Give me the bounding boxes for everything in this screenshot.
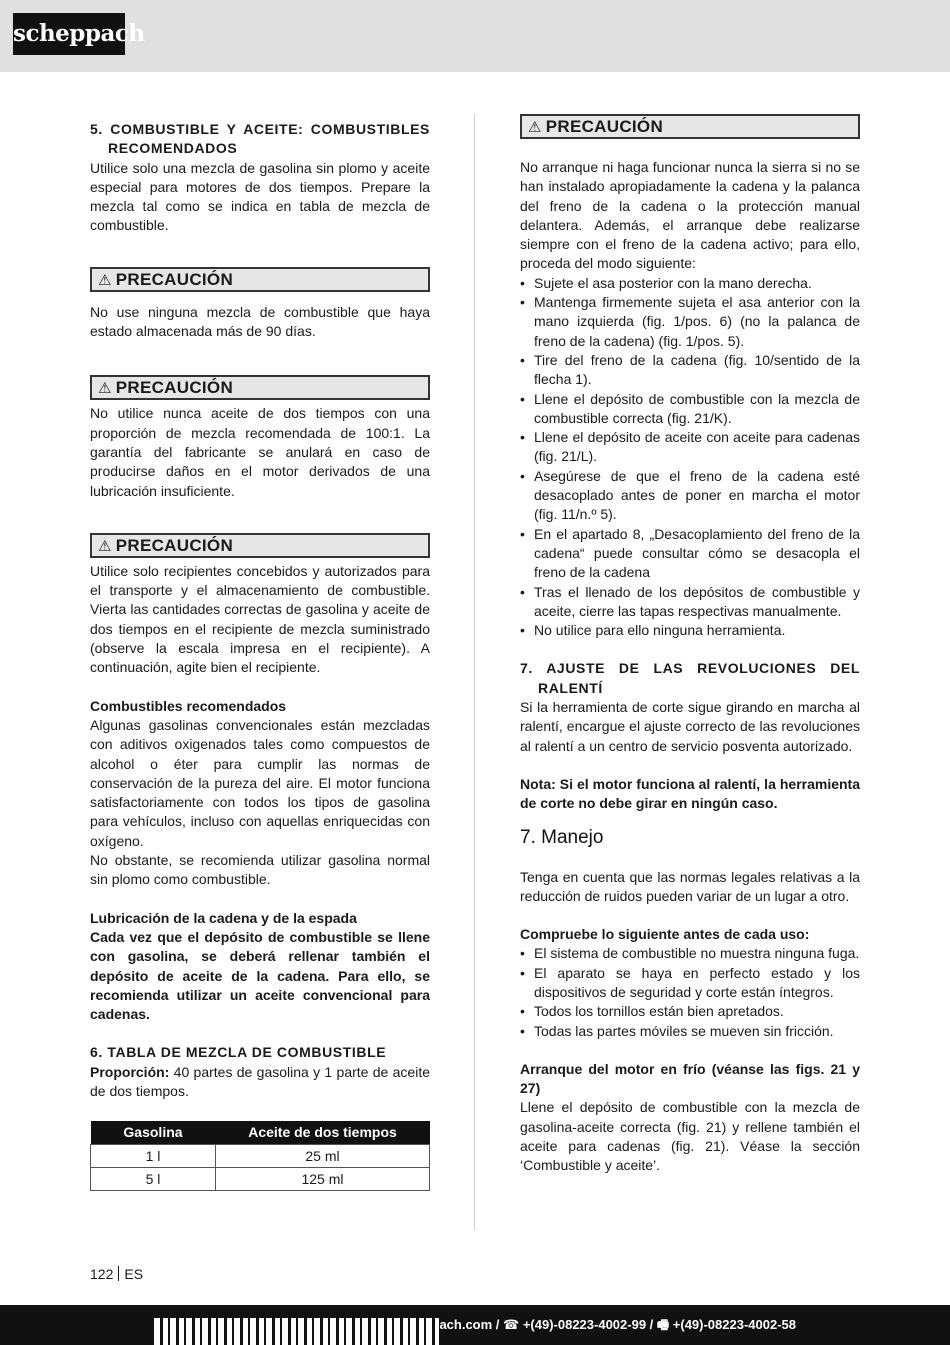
caution-1-text: No use ninguna mezcla de combustible que haya estado almacenada más de 90 días. [90, 303, 430, 340]
table-row [91, 1168, 430, 1191]
caution-box-2 [90, 375, 430, 400]
fuels-text-2: No obstante, se recomienda utilizar gasolina normal sin plomo como combustible. [90, 852, 430, 888]
caution-box-right [520, 114, 860, 139]
warning-icon: ⚠ [98, 537, 112, 555]
check-heading: Compruebe lo siguiente antes de cada uso: [520, 926, 810, 943]
list-item: • Tire del freno de la cadena (fig. 10/sentido de la flecha 1). [520, 351, 860, 390]
caution-2-text: No utilice nunca aceite de dos tiempos con una proporción de mezcla recomendada de 100:1. La garantía del fabricante se anulará en caso de producirse daños en el motor derivados de una lubricación insuficiente. [90, 405, 430, 499]
page-header [0, 0, 950, 72]
fuel-mix-table [90, 1121, 430, 1191]
check-list [520, 944, 860, 1040]
ratio-text: 40 partes de gasolina y 1 parte de aceite de dos tiempos. [90, 1063, 430, 1099]
list-item: • Todas las partes móviles se mueven sin fricción. [520, 1022, 860, 1041]
footer-bar [0, 1305, 950, 1345]
table-row [91, 1145, 430, 1168]
section-7-heading: 7. AJUSTE DE LAS REVOLUCIONES DEL RALENTÍ [520, 660, 860, 696]
list-item: • Llene el depósito de aceite con aceite para cadenas (fig. 21/L). [520, 428, 860, 467]
section-6-heading: 6. TABLA DE MEZCLA DE COMBUSTIBLE [90, 1044, 387, 1061]
table-cell: 125 ml [216, 1168, 430, 1191]
ratio-label: Proporción: [90, 1063, 170, 1080]
caution-label: PRECAUCIÓN [115, 378, 234, 398]
warning-icon: ⚠ [98, 271, 112, 289]
section-5-heading: 5. COMBUSTIBLE Y ACEITE: COMBUSTIBLES RECOMENDADOS [90, 121, 430, 157]
table-cell: 1 l [91, 1145, 216, 1168]
right-column [520, 114, 860, 1176]
contact-text: ach.com / ☎ +(49)-08223-4002-99 / 🖷 +(49)-08223-4002-58 [439, 1317, 796, 1332]
language-code: ES [124, 1266, 144, 1282]
warning-icon: ⚠ [528, 119, 542, 136]
caution-right-text: No arranque ni haga funcionar nunca la sierra si no se han instalado apropiadamente la cadena y la palanca del freno de la cadena o la protección manual delantera. Además, el arranque debe realizarse siempre con el freno de la cadena activo; para ello, proceda del modo siguiente: [520, 159, 860, 272]
note-text: Nota: Si el motor funciona al ralentí, la herramienta de corte no debe girar en ningún caso. [520, 775, 860, 812]
list-item: • Tras el llenado de los depósitos de combustible y aceite, cierre las tapas respectivas manualmente. [520, 583, 860, 622]
table-cell: 5 l [91, 1168, 216, 1191]
page-number [90, 1265, 143, 1284]
brand-logo: scheppach [13, 13, 125, 55]
fuels-text: Algunas gasolinas convencionales están mezcladas con aditivos oxigenados tales como compuestos de alcohol o éter para cumplir las normas de conservación de la pureza del aire. El motor funciona satisfactoriamente con todos los tipos de gasolina para vehículos, incluso con aquellas enriquecidas con oxígeno. [90, 716, 430, 849]
section-7-text: Si la herramienta de corte sigue girando en marcha al ralentí, encargue el ajuste correcto de las revoluciones al ralentí a un centro de servicio posventa autorizado. [520, 699, 860, 754]
start-steps-list [520, 274, 860, 641]
section-6-ratio [90, 1063, 430, 1102]
table-header-cell: Gasolina [91, 1121, 216, 1145]
caution-label: PRECAUCIÓN [115, 269, 234, 289]
warning-icon: ⚠ [98, 380, 112, 398]
section-title: 7. Manejo [520, 826, 604, 848]
section-5-text: Utilice solo una mezcla de gasolina sin plomo y aceite especial para motores de dos tiempos. Prepare la mezcla tal como se indica en tabla de mezcla de combustible. [90, 159, 430, 234]
list-item: • En el apartado 8, „Desacoplamiento del freno de la cadena“ puede consultar cómo se desacopla el freno de la cadena [520, 525, 860, 583]
caution-box-1 [90, 267, 430, 292]
caution-3-text: Utilice solo recipientes concebidos y autorizados para el transporte y el almacenamiento de combustible. Vierta las cantidades correctas de gasolina y aceite de dos tiempos en el recipiente de mezcla suministrado (observe la escala impresa en el recipiente). A continuación, agite bien el recipiente. [90, 562, 430, 676]
separator [118, 1266, 119, 1281]
list-item: • El sistema de combustible no muestra ninguna fuga. [520, 944, 860, 963]
page-number-value: 122 [90, 1266, 114, 1282]
left-column [90, 120, 430, 1191]
table-cell: 25 ml [216, 1145, 430, 1168]
manejo-text: Tenga en cuenta que las normas legales relativas a la reducción de ruidos pueden variar de un lugar a otro. [520, 868, 860, 904]
list-item: • Sujete el asa posterior con la mano derecha. [520, 274, 860, 293]
cold-start-heading: Arranque del motor en frío (véanse las figs. 21 y 27) [520, 1060, 860, 1097]
list-item: • Llene el depósito de combustible con la mezcla de combustible correcta (fig. 21/K). [520, 390, 860, 429]
list-item: • Asegúrese de que el freno de la cadena esté desacoplado antes de poner en marcha el motor (fig. 11/n.º 5). [520, 467, 860, 525]
caution-label: PRECAUCIÓN [545, 117, 664, 136]
redacted-area [154, 1318, 439, 1345]
table-header-cell: Aceite de dos tiempos [216, 1121, 430, 1145]
caution-box-3 [90, 533, 430, 558]
cold-start-text: Llene el depósito de combustible con la mezcla de gasolina-aceite correcta (fig. 21) y rellene también el aceite para cadenas (fig. 21). Véase la sección ‘Combustible y aceite’. [520, 1099, 860, 1174]
list-item: • Mantenga firmemente sujeta el asa anterior con la mano izquierda (fig. 1/pos. 6) (no la palanca de freno de la cadena) (fig. 1/pos. 5). [520, 293, 860, 351]
list-item: • Todos los tornillos están bien apretados. [520, 1002, 860, 1021]
lubrication-text: Cada vez que el depósito de combustible se llene con gasolina, se deberá rellenar también el depósito de aceite de la cadena. Para ello, se recomienda utilizar un aceite convencional para cadenas. [90, 928, 430, 1023]
list-item: • No utilice para ello ninguna herramienta. [520, 621, 860, 640]
caution-label: PRECAUCIÓN [115, 535, 234, 555]
list-item: • El aparato se haya en perfecto estado y los dispositivos de seguridad y corte están íntegros. [520, 964, 860, 1003]
table-header-row [91, 1121, 430, 1145]
lubrication-heading: Lubricación de la cadena y de la espada [90, 909, 357, 926]
fuels-heading: Combustibles recomendados [90, 697, 287, 714]
column-divider [474, 114, 475, 1230]
